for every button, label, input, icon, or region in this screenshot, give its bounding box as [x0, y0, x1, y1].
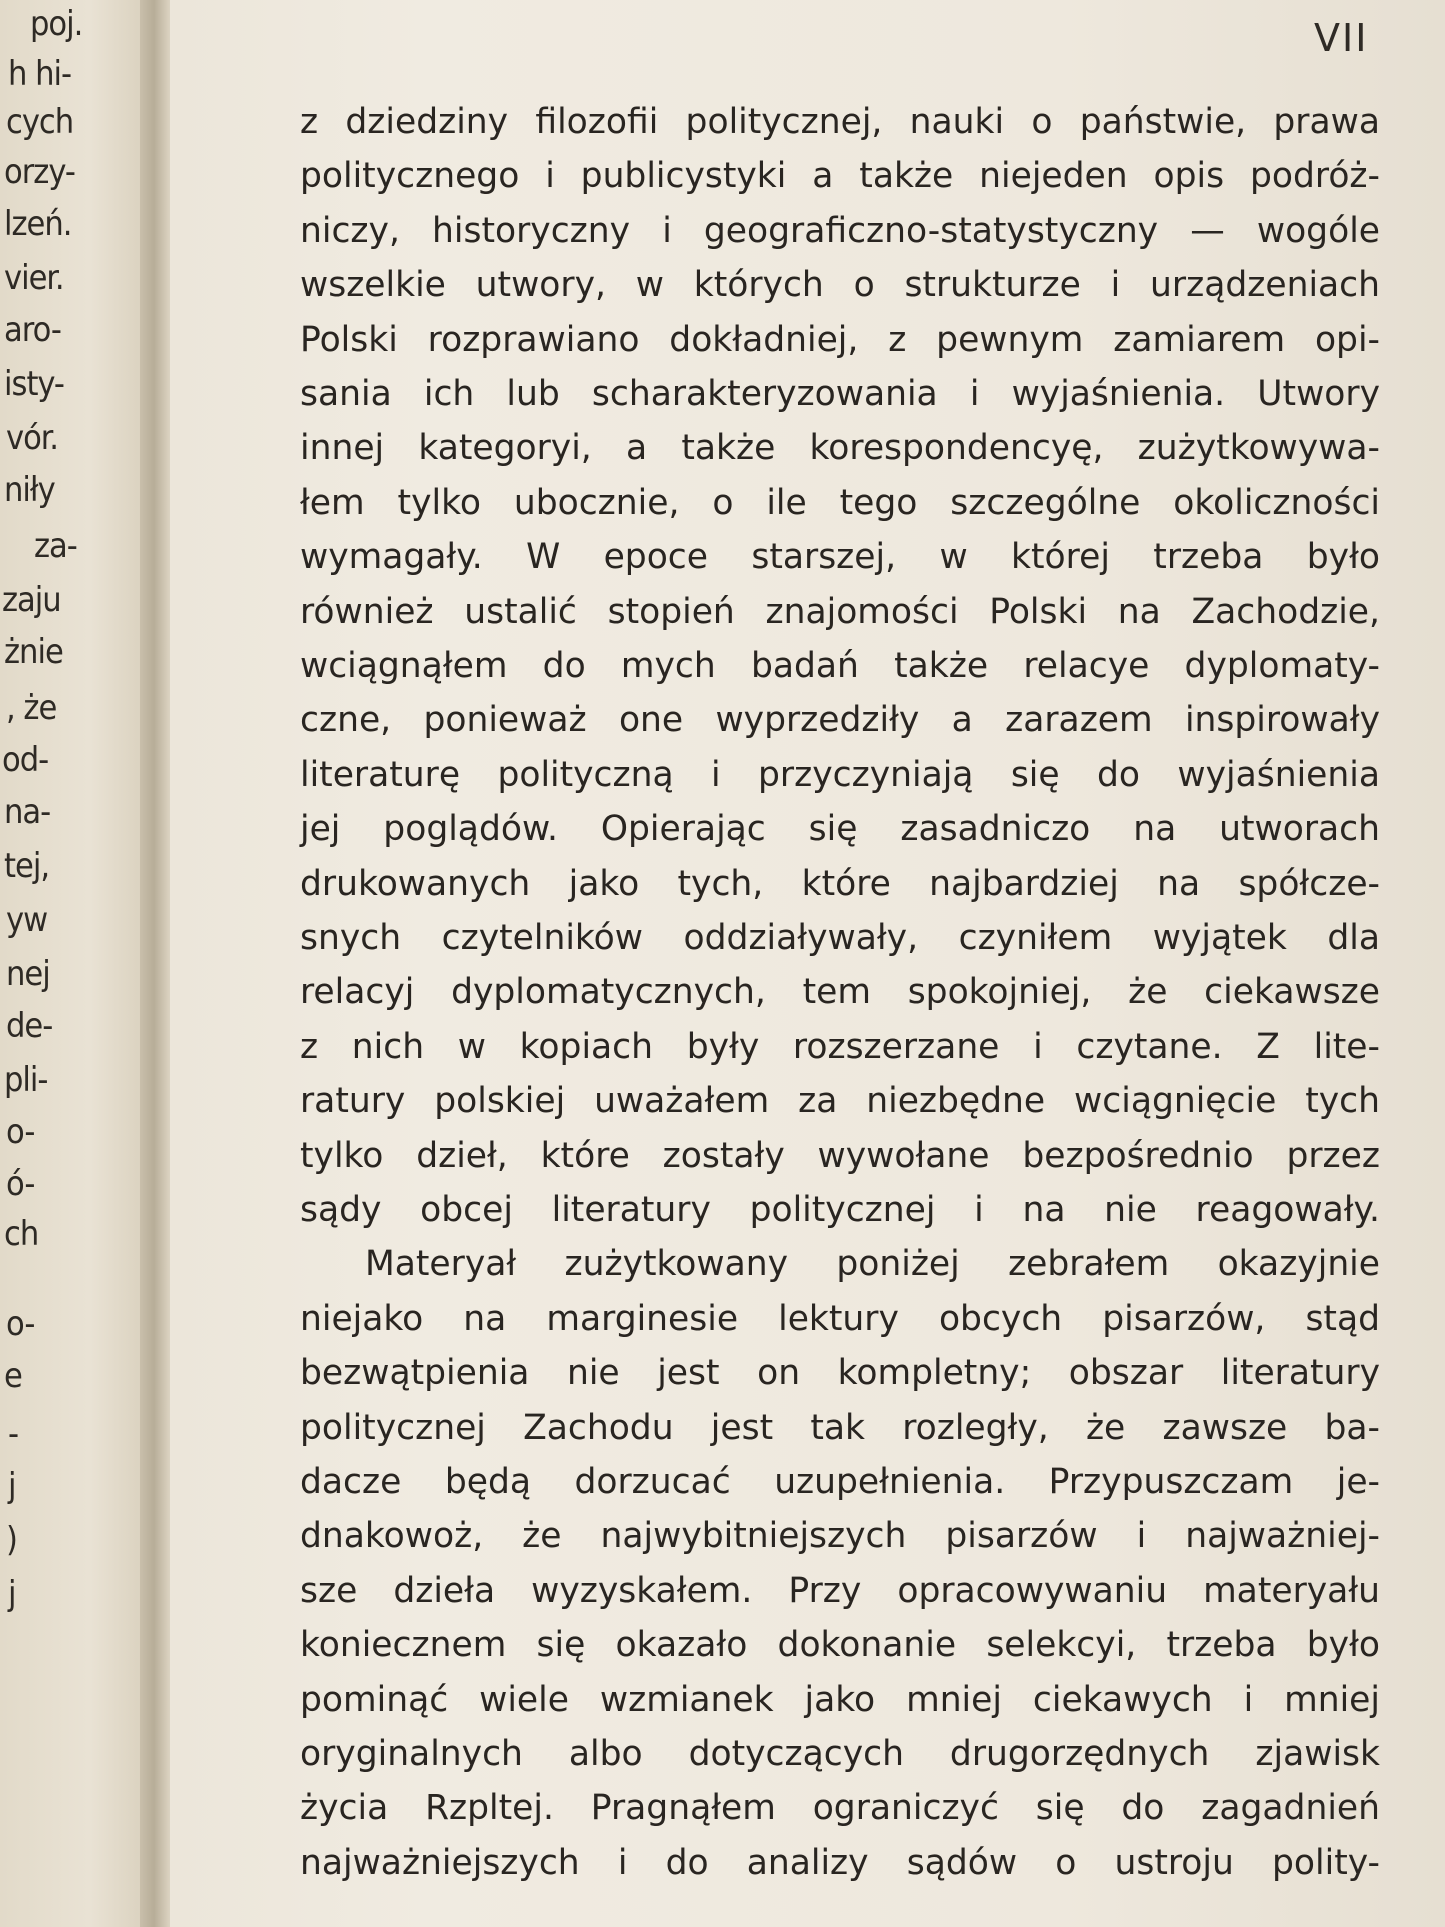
text-line: politycznego i publicystyki a także niejeden opis podróż- — [300, 156, 1380, 197]
text-line: politycznej Zachodu jest tak rozległy, że zawsze ba- — [300, 1407, 1380, 1448]
left-page-fragment: niły — [4, 470, 55, 510]
left-page-fragment: żnie — [4, 632, 63, 672]
left-page-fragment: isty- — [4, 364, 64, 404]
text-line: czne, ponieważ one wyprzedziły a zarazem inspirowały — [300, 700, 1380, 741]
left-page-fragment: ó- — [6, 1164, 35, 1204]
left-page-fragment: za- — [34, 526, 77, 566]
text-line: niejako na marginesie lektury obcych pisarzów, stąd — [300, 1298, 1380, 1339]
text-line: łem tylko ubocznie, o ile tego szczególne okoliczności — [300, 482, 1380, 523]
left-page-fragment: , że — [6, 688, 57, 728]
page-number: VII — [1314, 16, 1369, 60]
text-line: dnakowoż, że najwybitniejszych pisarzów i najważniej- — [300, 1516, 1380, 1557]
text-line: najważniejszych i do analizy sądów o ustroju polity- — [300, 1842, 1380, 1883]
left-page-fragment: od- — [2, 740, 49, 780]
text-line: bezwątpienia nie jest on kompletny; obszar literatury — [300, 1353, 1380, 1394]
text-line: również ustalić stopień znajomości Polski na Zachodzie, — [300, 591, 1380, 632]
left-page-fragment: ) — [6, 1520, 17, 1560]
left-page-fragment: lzeń. — [4, 204, 72, 244]
text-line: innej kategoryi, a także korespondencyę, zużytkowywa- — [300, 428, 1380, 469]
left-page-fragment: h hi- — [8, 54, 72, 94]
text-line: oryginalnych albo dotyczących drugorzędnych zjawisk — [300, 1734, 1380, 1774]
text-line: relacyj dyplomatycznych, tem spokojniej, że ciekawsze — [300, 972, 1380, 1013]
text-line: sze dzieła wyzyskałem. Przy opracowywaniu materyału — [300, 1570, 1380, 1611]
text-line: Materyał zużytkowany poniżej zebrałem okazyjnie — [365, 1244, 1380, 1285]
text-line: sądy obcej literatury politycznej i na nie reagowały. — [300, 1190, 1380, 1230]
text-line: koniecznem się okazało dokonanie selekcyi, trzeba było — [300, 1625, 1380, 1666]
text-line: pominąć wiele wzmianek jako mniej ciekawych i mniej — [300, 1679, 1380, 1720]
left-page-fragment: j — [8, 1574, 16, 1614]
left-page-edge — [0, 0, 150, 1927]
left-page-fragment: poj. — [30, 4, 83, 44]
text-line: jej poglądów. Opierając się zasadniczo na utworach — [300, 809, 1380, 850]
text-line: Polski rozprawiano dokładniej, z pewnym zamiarem opi- — [300, 319, 1380, 360]
text-line: ratury polskiej uważałem za niezbędne wciągnięcie tych — [300, 1081, 1380, 1122]
text-line: dacze będą dorzucać uzupełnienia. Przypuszczam je- — [300, 1462, 1380, 1502]
left-page-fragment: yw — [6, 900, 48, 940]
left-page-fragment: vór. — [6, 418, 58, 458]
text-line: tylko dzieł, które zostały wywołane bezpośrednio przez — [300, 1135, 1380, 1176]
text-line: niczy, historyczny i geograficzno-statystyczny — wogóle — [300, 210, 1380, 251]
left-page-fragment: na- — [4, 792, 51, 832]
text-line: literaturę polityczną i przyczyniają się do wyjaśnienia — [300, 754, 1380, 795]
left-page-fragment: vier. — [4, 258, 64, 298]
text-line: wymagały. W epoce starszej, w której trzeba było — [300, 537, 1380, 578]
left-page-fragment: o- — [6, 1304, 35, 1344]
left-page-fragment: o- — [6, 1112, 35, 1152]
text-line: życia Rzpltej. Pragnąłem ograniczyć się do zagadnień — [300, 1788, 1380, 1829]
left-page-fragment: nej — [6, 954, 50, 994]
left-page-fragment: - — [8, 1414, 19, 1454]
text-line: drukowanych jako tych, które najbardziej na spółcze- — [300, 863, 1380, 904]
text-line: snych czytelników oddziaływały, czyniłem wyjątek dla — [300, 918, 1380, 958]
left-page-fragment: j — [8, 1466, 16, 1506]
left-page-fragment: zaju — [2, 580, 61, 620]
left-page-fragment: de- — [6, 1006, 53, 1046]
text-line: wszelkie utwory, w których o strukturze i urządzeniach — [300, 265, 1380, 306]
left-page-fragment: e — [4, 1356, 22, 1396]
text-line: z dziedziny filozofii politycznej, nauki o państwie, prawa — [300, 102, 1380, 142]
left-page-fragment: tej, — [4, 846, 50, 886]
left-page-fragment: ch — [4, 1214, 39, 1254]
left-page-fragment: orzy- — [4, 152, 75, 192]
left-page-fragment: pli- — [4, 1060, 48, 1100]
left-page-fragment: cych — [6, 102, 74, 142]
text-line: wciągnąłem do mych badań także relacye dyplomaty- — [300, 646, 1380, 686]
text-line: sania ich lub scharakteryzowania i wyjaśnienia. Utwory — [300, 374, 1380, 414]
left-page-fragment: aro- — [4, 310, 61, 350]
text-line: z nich w kopiach były rozszerzane i czytane. Z lite- — [300, 1026, 1380, 1067]
